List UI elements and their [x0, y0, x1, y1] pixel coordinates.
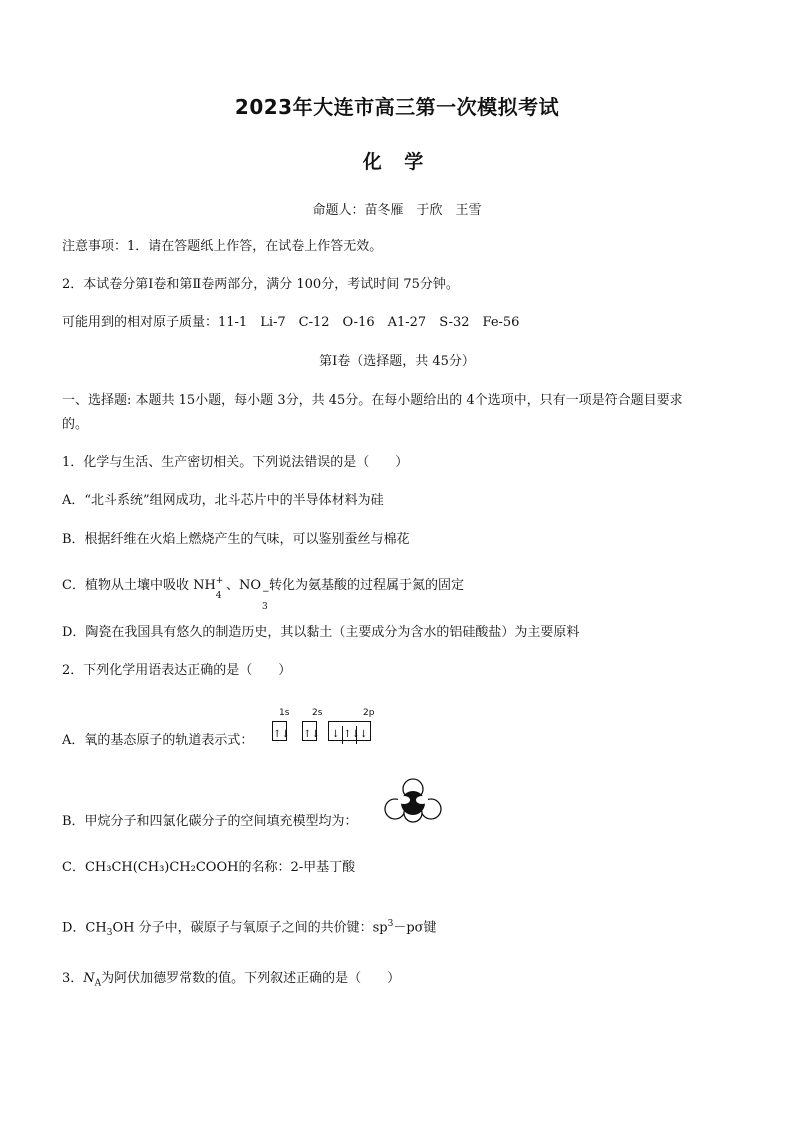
q2-option-b: B．甲烷分子和四氯化碳分子的空间填充模型均为： [62, 814, 358, 829]
q2-d-post: －pσ键 [393, 920, 437, 936]
q1-stem: 1．化学与生活、生产密切相关。下列说法错误的是（ ） [62, 455, 409, 470]
orbital-box-2s [302, 721, 320, 741]
orbital-box-1s [272, 721, 290, 741]
q2-option-d: D．$CH_3OH$ 分子中，碳原子与氧原子之间的共价键：$sp^3-p\sigma$键 [62, 919, 437, 938]
q1-c-mid: 、NO [225, 578, 261, 593]
q1-c-pre: C．植物从土壤中吸收 NH [62, 578, 216, 593]
orbital-cell: ↑↓ [273, 728, 290, 740]
space-filling-model-image [384, 778, 442, 824]
q2-d-pre: D．CH [62, 920, 107, 936]
q3-stem [62, 969, 400, 994]
q3-stem-post: 为阿伏加德罗常数的值。下列叙述正确的是（ ） [101, 971, 401, 986]
orbital-cell: ↓ [329, 726, 343, 744]
note-1: 注意事项：1．请在答题纸上作答，在试卷上作答无效。 [62, 239, 383, 254]
q1-option-a: A．“北斗系统”组网成功，北斗芯片中的半导体材料为硅 [62, 493, 384, 508]
orbital-label-2p: 2p [363, 708, 375, 718]
orbital-cell: ↑↓ [303, 728, 320, 740]
avogadro-symbol: N [83, 971, 95, 986]
authors: 命题人：苗冬雁 于欣 王雪 [312, 203, 482, 218]
section-intro-line2: 的。 [62, 417, 89, 432]
q1-option-b: B．根据纤维在火焰上燃烧产生的气味，可以鉴别蚕丝与棉花 [62, 532, 410, 547]
exam-title: 2023年大连市高三第一次模拟考试 [234, 95, 560, 119]
q2-d-mid: OH 分子中，碳原子与氧原子之间的共价键：sp [112, 920, 388, 936]
q2-stem: 2．下列化学用语表达正确的是（ ） [62, 663, 292, 678]
q1-option-c: C．植物从土壤中吸收 NH 4 + 、NO 3 − 转化为氨基酸的过程属于氮的固定 [62, 576, 464, 612]
orbital-cell: ↑↓ [343, 726, 357, 744]
q2-option-a: A．氧的基态原子的轨道表示式： [62, 733, 254, 748]
q1-c-post: 转化为氨基酸的过程属于氮的固定 [268, 578, 464, 593]
note-2: 2．本试卷分第Ⅰ卷和第Ⅱ卷两部分，满分 100分，考试时间 75分钟。 [62, 277, 459, 292]
orbital-label-1s: 1s [279, 708, 290, 718]
q1-option-d: D．陶瓷在我国具有悠久的制造历史，其以黏土（主要成分为含水的铝硅酸盐）为主要原料 [62, 625, 580, 640]
subject-title: 化 学 [362, 151, 432, 173]
q2-c-text: C．CH₃CH(CH₃)CH₂COOH的名称：2-甲基丁酸 [62, 860, 356, 875]
section-intro-line1: 一、选择题: 本题共 15小题，每小题 3分，共 45分。在每小题给出的 4个选项中，只有一项是符合题目要求 [62, 393, 683, 408]
orbital-label-2s: 2s [312, 708, 323, 718]
section-title: 第Ⅰ卷（选择题，共 45分） [319, 354, 475, 369]
orbital-diagram [272, 708, 412, 744]
orbital-cell: ↓ [359, 728, 368, 740]
avogadro-subscript: A [94, 978, 102, 989]
orbital-box-2p [328, 721, 371, 741]
q3-stem-pre: 3． [62, 971, 84, 986]
q2-option-c [62, 858, 355, 878]
note-atomic-masses: 可能用到的相对原子质量：11-1 Li-7 C-12 O-16 A1-27 S-32 Fe-56 [62, 315, 520, 330]
